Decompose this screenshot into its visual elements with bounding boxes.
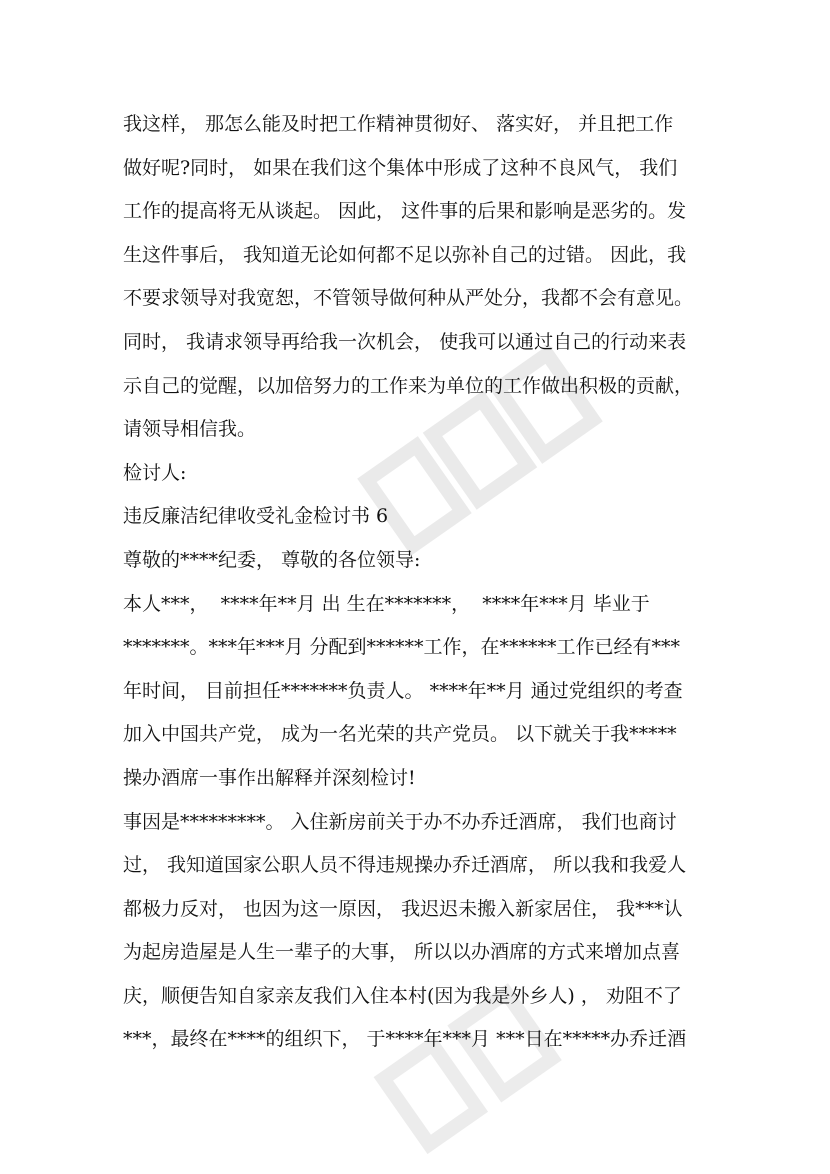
text-line: 过， 我知道国家公职人员不得违规操办乔迁酒席， 所以我和我爱人 <box>123 854 687 877</box>
text-line: 年时间， 目前担任*******负责人。 ****年**月 通过党组织的考查 <box>123 679 683 702</box>
text-line: 为起房造屋是人生一辈子的大事， 所以以办酒席的方式来增加点喜 <box>123 941 681 964</box>
text-line: 本人***， ****年**月 出 生在*******， ****年***月 毕业于 <box>123 592 650 615</box>
text-line: 庆，顺便告知自家亲友我们入住本村(因为我是外乡人) ， 劝阻不了 <box>123 984 682 1007</box>
text-line: 加入中国共产党， 成为一名光荣的共产党员。 以下就关于我***** <box>123 723 677 746</box>
signature-label: 检讨人: <box>123 461 187 484</box>
text-line: 请领导相信我。 <box>123 418 257 441</box>
text-line: 都极力反对， 也因为这一原因， 我迟迟未搬入新家居住， 我***认 <box>123 897 683 920</box>
text-line: 事因是*********。 入住新房前关于办不办乔迁酒席， 我们也商讨 <box>123 810 677 833</box>
text-line: 生这件事后， 我知道无论如何都不足以弥补自己的过错。 因此，我 <box>123 243 687 266</box>
text-line: 工作的提高将无从谈起。 因此， 这件事的后果和影响是恶劣的。发 <box>123 200 687 223</box>
section-title: 违反廉洁纪律收受礼金检讨书 6 <box>123 505 389 528</box>
document-body <box>123 103 708 1062</box>
text-line: 我这样， 那怎么能及时把工作精神贯彻好、 落实好， 并且把工作 <box>123 113 674 135</box>
text-line: *******。***年***月 分配到******工作，在******工作已经有*** <box>123 636 681 659</box>
text-line: 操办酒席一事作出解释并深刻检讨! <box>123 766 416 789</box>
salutation: 尊敬的****纪委， 尊敬的各位领导: <box>123 548 421 571</box>
text-line: ***，最终在****的组织下， 于****年***月 ***日在*****办乔迁酒 <box>123 1028 687 1051</box>
text-line: 不要求领导对我宽恕，不管领导做何种从严处分，我都不会有意见。 <box>123 287 694 310</box>
text-line: 示自己的觉醒，以加倍努力的工作来为单位的工作做出积极的贡献， <box>123 374 694 397</box>
text-line: 同时， 我请求领导再给我一次机会， 使我可以通过自己的行动来表 <box>123 330 687 353</box>
text-line: 做好呢?同时， 如果在我们这个集体中形成了这种不良风气， 我们 <box>123 156 678 179</box>
